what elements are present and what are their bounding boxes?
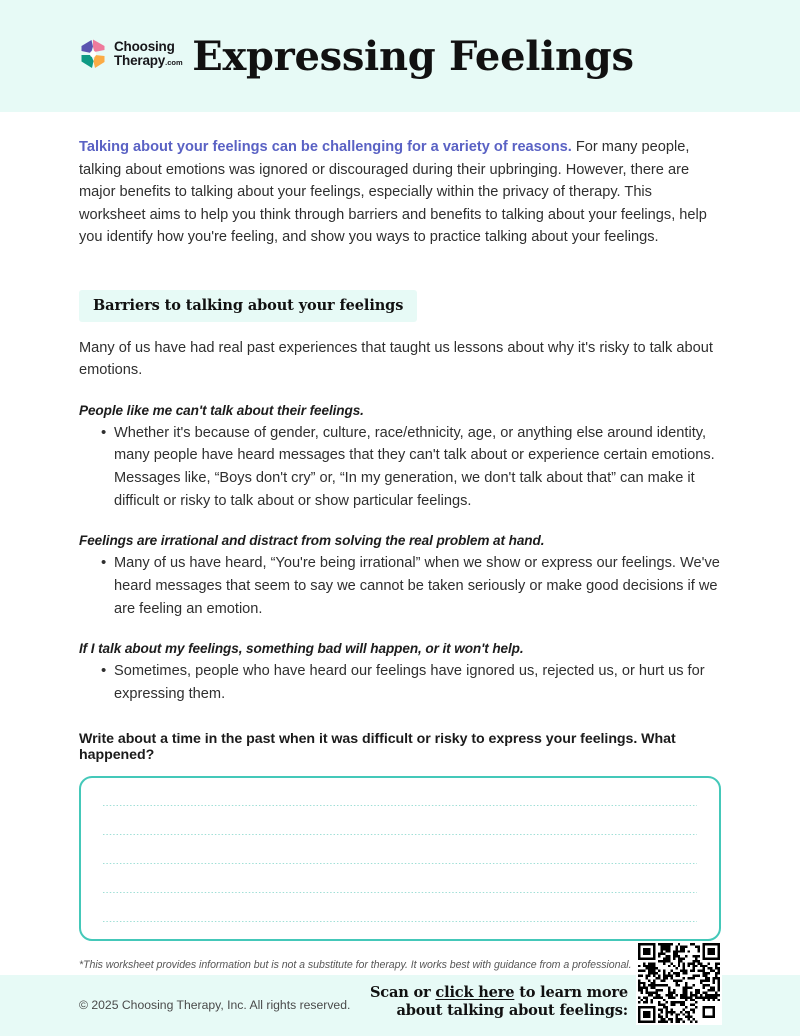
list-item: • Many of us have heard, “You're being irrational” when we show or express our feelings. We've heard messages that seem to say we cannot be taken seriously or make good decisions if we are feeling an emotion. [101, 552, 721, 620]
qr-code[interactable] [636, 941, 722, 1025]
writing-line[interactable] [103, 862, 697, 864]
footer-copyright: © 2025 Choosing Therapy, Inc. All rights reserved. [79, 998, 351, 1012]
barrier-group-3 [79, 641, 721, 705]
brand-logo-line2: Therapy.com [114, 53, 183, 68]
click-here-link[interactable]: click here [435, 984, 515, 1001]
page-title: Expressing Feelings [192, 32, 634, 80]
scan-suffix: to learn more [514, 984, 628, 1001]
barrier-heading: People like me can't talk about their feelings. [79, 402, 364, 418]
list-item: • Sometimes, people who have heard our feelings have ignored us, rejected us, or hurt us for expressing them. [101, 660, 721, 705]
brand-logo-line1: Choosing [114, 39, 175, 55]
intro-lead-sentence: Talking about your feelings can be challenging for a variety of reasons. [79, 139, 572, 155]
intro-rest: For many people, talking about emotions was ignored or discouraged during their upbringing. However, there are major benefits to talking about your feelings, especially within the privacy of therapy. This worksheet aims to help you think through barriers and benefits to talking about your feelings, help you identify how you're feeling, and show you ways to practice talking about your feelings. [79, 139, 707, 246]
writing-line[interactable] [103, 891, 697, 893]
writing-line[interactable] [103, 804, 697, 806]
reflection-prompt: Write about a time in the past when it was difficult or risky to express your feelings. What happened? [79, 731, 676, 764]
worksheet-body [0, 136, 800, 941]
reflection-answer-box[interactable] [79, 776, 721, 941]
scan-callout [370, 984, 628, 1020]
barrier-group-1 [79, 403, 721, 512]
barrier-heading: If I talk about my feelings, something bad will happen, or it won't help. [79, 641, 524, 657]
list-item: • Whether it's because of gender, culture, race/ethnicity, age, or anything else around identity, many people have heard messages that they can't talk about or experience certain emotions. Messages like, “Boys don't cry” or, “In my generation, we don't talk about that” can make it difficult or risky to talk about or show particular feelings. [101, 422, 721, 512]
brand-logo[interactable] [78, 38, 183, 70]
scan-callout-line1 [370, 984, 628, 1002]
scan-prefix: Scan or [369, 984, 436, 1001]
barrier-bullet-list [79, 552, 721, 620]
brand-logo-tld: .com [165, 58, 183, 67]
writing-line[interactable] [103, 920, 697, 922]
brand-logo-wordmark [114, 40, 183, 68]
choosing-therapy-hexagon-logo-icon [78, 38, 108, 70]
barrier-heading: Feelings are irrational and distract from solving the real problem at hand. [79, 533, 545, 549]
barrier-group-2 [79, 533, 721, 620]
footer-disclaimer: *This worksheet provides information but is not a substitute for therapy. It works best with guidance from a professional. [79, 959, 632, 971]
section-heading-badge: Barriers to talking about your feelings [79, 290, 417, 322]
writing-line[interactable] [103, 833, 697, 835]
intro-paragraph [79, 136, 721, 249]
section-intro-paragraph: Many of us have had real past experiences that taught us lessons about why it's risky to talk about emotions. [79, 339, 713, 379]
page-header [0, 0, 800, 112]
barrier-bullet-list [79, 660, 721, 705]
scan-callout-line2: about talking about feelings: [396, 1001, 628, 1019]
barrier-bullet-list [79, 422, 721, 512]
